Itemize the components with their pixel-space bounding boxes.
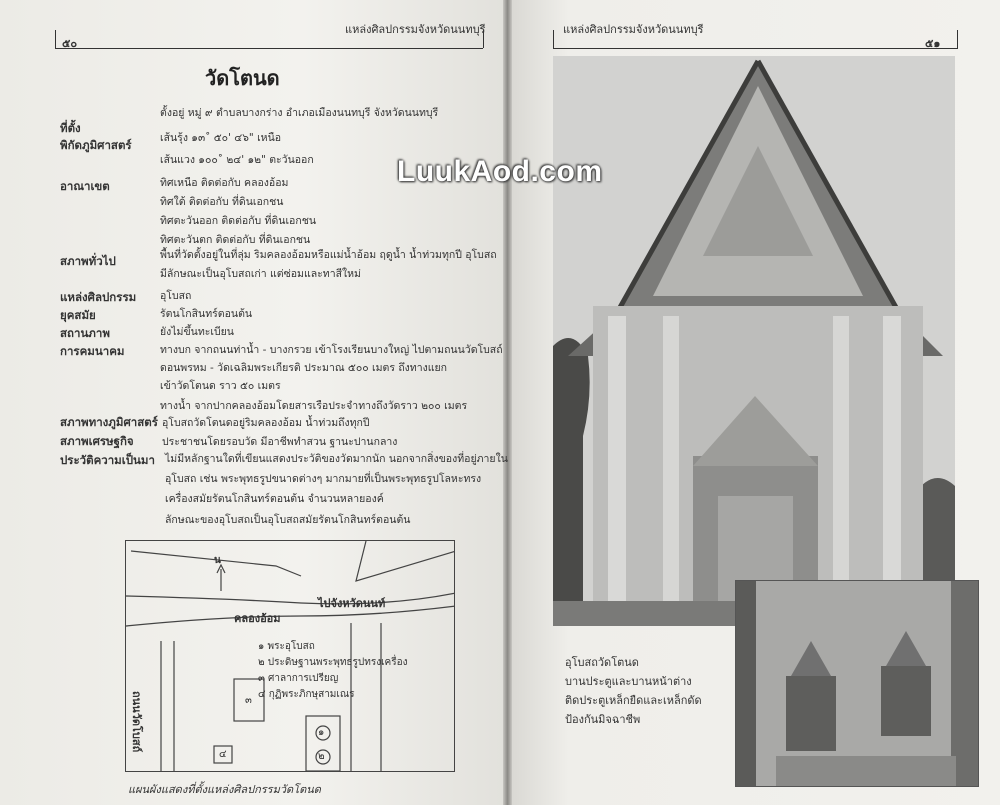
right-header-tick [553, 30, 554, 48]
field-value-art-source: อุโบสถ [160, 290, 192, 302]
field-label-art-source: แหล่งศิลปกรรม [60, 290, 137, 304]
left-header-title: แหล่งศิลปกรรมจังหวัดนนทบุรี [345, 23, 486, 36]
field-label-boundary: อาณาเขต [60, 179, 110, 193]
right-header-rule [553, 48, 958, 49]
right-page-number: ๕๑ [925, 37, 941, 50]
field-label-era: ยุคสมัย [60, 308, 96, 322]
map-marker-4: ๔ [219, 749, 227, 760]
right-header-title: แหล่งศิลปกรรมจังหวัดนนทบุรี [563, 23, 704, 36]
temple-photo-drawing [553, 56, 955, 626]
field-label-economy: สภาพเศรษฐกิจ [60, 434, 134, 448]
field-value-boundary-south: ทิศใต้ ติดต่อกับ ที่ดินเอกชน [160, 196, 284, 208]
photo-caption-2: บานประตูและบานหน้าต่าง [565, 675, 692, 688]
field-value-transport-1: ทางบก จากถนนท่าน้ำ - บางกรวย เข้าโรงเรียนบางใหญ่ ไปตามถนนวัดโบสถ์ [160, 344, 503, 356]
page-title: วัดโตนด [205, 66, 280, 90]
map-marker-1: ๑ [318, 727, 325, 738]
field-value-history-4: ลักษณะของอุโบสถเป็นอุโบสถสมัยรัตนโกสินทร์ตอนต้น [165, 514, 411, 526]
left-page-number: ๕๐ [62, 37, 78, 50]
map-canal-label: คลองอ้อม [234, 612, 281, 625]
field-value-boundary-east: ทิศตะวันออก ติดต่อกับ ที่ดินเอกชน [160, 215, 317, 227]
left-header-tick [483, 30, 484, 48]
site-map [125, 540, 455, 772]
field-value-location: ตั้งอยู่ หมู่ ๙ ตำบลบางกร่าง อำเภอเมืองนนทบุรี จังหวัดนนทบุรี [160, 107, 439, 119]
field-value-general-2: มีลักษณะเป็นอุโบสถเก่า แต่ซ่อมและทาสีใหม่ [160, 268, 361, 280]
map-marker-2: ๒ [318, 751, 325, 762]
field-value-history-2: อุโบสถ เช่น พระพุทธรูปขนาดต่างๆ มากมายที่เป็นพระพุทธรูปโลหะทรง [165, 473, 482, 485]
window-detail-drawing [736, 581, 978, 786]
field-label-history: ประวัติความเป็นมา [60, 453, 155, 467]
field-value-general-1: พื้นที่วัดตั้งอยู่ในที่ลุ่ม ริมคลองอ้อมหรือแม่น้ำอ้อม ฤดูน้ำ น้ำท่วมทุกปี อุโบสถ [160, 249, 497, 261]
map-legend-2: ๒ ประดิษฐานพระพุทธรูปทรงเครื่อง [258, 657, 408, 668]
map-north-label: น [214, 555, 221, 566]
field-label-transport: การคมนาคม [60, 344, 125, 358]
field-value-boundary-west: ทิศตะวันตก ติดต่อกับ ที่ดินเอกชน [160, 234, 311, 246]
field-value-era: รัตนโกสินทร์ตอนต้น [160, 308, 253, 320]
field-value-status: ยังไม่ขึ้นทะเบียน [160, 326, 234, 338]
map-legend-4: ๔ กุฏิพระภิกษุสามเณร [258, 689, 355, 700]
temple-photo [553, 56, 955, 626]
field-value-transport-4: ทางน้ำ จากปากคลองอ้อมโดยสารเรือประจำทางถึงวัดราว ๒๐๐ เมตร [160, 400, 468, 412]
map-legend-1: ๑ พระอุโบสถ [258, 641, 315, 652]
map-road-label: ถนนวัดโบสถ์ [130, 691, 143, 753]
field-label-location: ที่ตั้ง [60, 121, 81, 135]
photo-caption-1: อุโบสถวัดโตนด [565, 656, 639, 669]
field-value-longitude: เส้นแวง ๑๐๐˚ ๒๔' ๑๒" ตะวันออก [160, 154, 314, 166]
left-header-tick-left [55, 30, 56, 48]
field-value-history-1: ไม่มีหลักฐานใดที่เขียนแสดงประวัติของวัดมากนัก นอกจากสิ่งของที่อยู่ภายใน [165, 453, 508, 465]
watermark-text: LuukAod.com [397, 155, 603, 188]
left-header-rule [55, 48, 483, 49]
map-marker-3: ๓ [245, 695, 252, 706]
book-spine [503, 0, 512, 805]
window-detail-photo [735, 580, 979, 787]
field-value-transport-2: ดอนพรหม - วัดเฉลิมพระเกียรติ ประมาณ ๕๐๐ เมตร ถึงทางแยก [160, 362, 448, 374]
field-value-history-3: เครื่องสมัยรัตนโกสินทร์ตอนต้น จำนวนหลายองค์ [165, 493, 384, 505]
right-header-tick-right [957, 30, 958, 48]
field-label-status: สถานภาพ [60, 326, 110, 340]
field-value-latitude: เส้นรุ้ง ๑๓˚ ๕๐' ๔๖" เหนือ [160, 132, 282, 144]
field-label-geography: สภาพทางภูมิศาสตร์ [60, 415, 158, 429]
field-value-boundary-north: ทิศเหนือ ติดต่อกับ คลองอ้อม [160, 177, 289, 189]
field-value-economy: ประชาชนโดยรอบวัด มีอาชีพทำสวน ฐานะปานกลาง [162, 436, 398, 448]
map-caption: แผนผังแสดงที่ตั้งแหล่งศิลปกรรมวัดโตนด [128, 783, 321, 796]
field-label-coordinates: พิกัดภูมิศาสตร์ [60, 138, 132, 152]
field-value-geography: อุโบสถวัดโตนดอยู่ริมคลองอ้อม น้ำท่วมถึงทุกปี [162, 417, 370, 429]
field-value-transport-3: เข้าวัดโตนด ราว ๕๐ เมตร [160, 380, 281, 392]
map-direction-label: ไปจังหวัดนนท์ [318, 597, 386, 610]
map-legend-3: ๓ ศาลาการเปรียญ [258, 673, 339, 684]
field-label-general: สภาพทั่วไป [60, 254, 116, 268]
photo-caption-4: ป้องกันมิจฉาชีพ [565, 713, 641, 726]
photo-caption-3: ติดประตูเหล็กยืดและเหล็กดัด [565, 694, 702, 707]
